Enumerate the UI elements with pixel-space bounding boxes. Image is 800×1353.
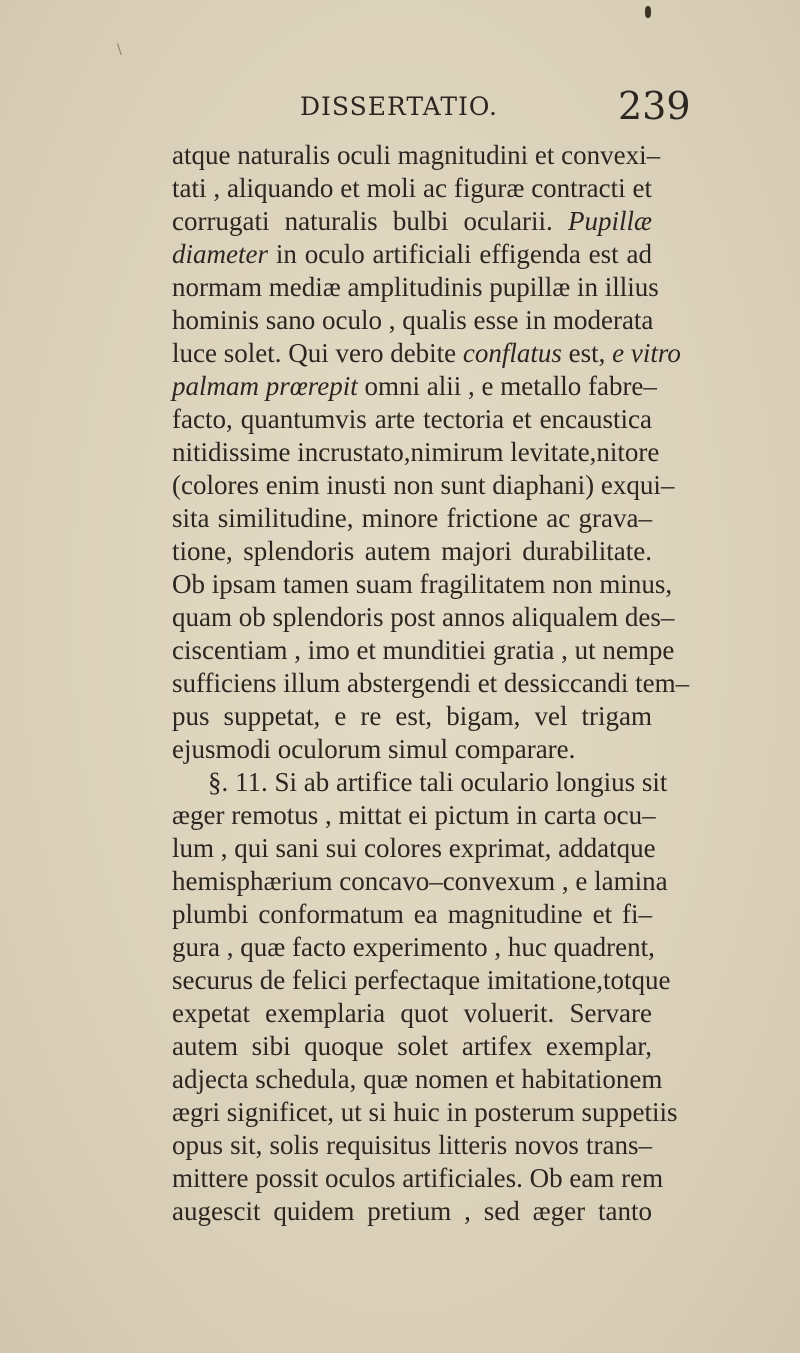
text-run: augescit quidem pretium , sed æger tanto	[172, 1196, 652, 1226]
italic-phrase: palmam prœrepit	[172, 371, 358, 401]
text-run: in oculo artificiali effigenda est ad	[267, 239, 652, 269]
text-run: omni alii , e metallo fabre–	[357, 371, 657, 401]
text-run: sufficiens illum abstergendi et dessiccandi tem–	[172, 668, 690, 698]
text-run: est,	[561, 338, 613, 368]
text-line	[172, 1063, 663, 1096]
text-line	[172, 1096, 678, 1129]
text-run: mittere possit oculos artificiales. Ob eam rem	[172, 1163, 664, 1193]
text-run: expetat exemplaria quot voluerit. Servare	[172, 998, 652, 1028]
text-run: corrugati naturalis bulbi ocularii.	[172, 206, 568, 236]
text-line	[172, 139, 661, 172]
italic-phrase: Pupillæ	[567, 206, 652, 236]
text-run: ægri significet, ut si huic in posterum suppetiis	[172, 1097, 678, 1127]
text-line	[172, 535, 652, 568]
text-line	[208, 766, 668, 799]
text-run: tati , aliquando et moli ac figuræ contracti et	[172, 173, 652, 203]
text-line	[172, 568, 673, 601]
text-line	[172, 370, 657, 403]
text-line	[172, 832, 656, 865]
text-line	[172, 931, 655, 964]
text-run: adjecta schedula, quæ nomen et habitationem	[172, 1064, 663, 1094]
text-line	[172, 304, 652, 337]
margin-mark: \	[117, 42, 122, 58]
italic-phrase: diameter	[172, 239, 268, 269]
text-run: æger remotus , mittat ei pictum in carta ocu–	[172, 800, 656, 830]
text-run: sita similitudine, minore frictione ac grava–	[172, 503, 652, 533]
text-run: hemisphærium concavo–convexum , e lamina	[172, 866, 668, 896]
text-run: tione, splendoris autem majori durabilitate.	[172, 536, 652, 566]
text-line	[172, 172, 652, 205]
page-number: 239	[618, 84, 691, 128]
text-run: atque naturalis oculi magnitudini et convexi–	[172, 140, 661, 170]
text-line	[172, 1030, 652, 1063]
text-run: securus de felici perfectaque imitatione,totque	[172, 965, 671, 995]
text-run: luce solet. Qui vero debite	[172, 338, 463, 368]
text-line	[172, 1195, 652, 1228]
text-run: quam ob splendoris post annos aliqualem des–	[172, 602, 675, 632]
text-line	[172, 238, 652, 271]
text-run: plumbi conformatum ea magnitudine et fi–	[172, 899, 652, 929]
text-run: normam mediæ amplitudinis pupillæ in illius	[172, 272, 659, 302]
text-line	[172, 1162, 664, 1195]
text-line	[172, 634, 675, 667]
running-head: DISSERTATIO.	[300, 92, 498, 121]
text-line	[172, 733, 652, 766]
text-run: facto, quantumvis arte tectoria et encaustica	[172, 404, 652, 434]
text-line	[172, 502, 652, 535]
text-run: hominis sano oculo , qualis esse in moderata	[172, 305, 654, 335]
text-run: nitidissime incrustato,nimirum levitate,nitore	[172, 437, 660, 467]
text-line	[172, 865, 668, 898]
text-run: gura , quæ facto experimento , huc quadrent,	[172, 932, 655, 962]
text-line	[172, 436, 660, 469]
text-line	[172, 799, 656, 832]
text-run: ciscentiam , imo et munditiei gratia , ut nempe	[172, 635, 675, 665]
text-line	[172, 997, 652, 1030]
text-line	[172, 700, 652, 733]
text-line	[172, 271, 659, 304]
text-run: Ob ipsam tamen suam fragilitatem non minus,	[172, 569, 673, 599]
text-line	[172, 898, 652, 931]
ink-blot	[645, 6, 651, 18]
text-run: §. 11. Si ab artifice tali oculario longius sit	[208, 767, 668, 797]
italic-phrase: e vitro	[612, 338, 681, 368]
italic-phrase: conflatus	[462, 338, 562, 368]
text-run: lum , qui sani sui colores exprimat, addatque	[172, 833, 656, 863]
text-line	[172, 403, 652, 436]
text-run: opus sit, solis requisitus litteris novos trans–	[172, 1130, 652, 1160]
text-line	[172, 667, 690, 700]
text-run: pus suppetat, e re est, bigam, vel trigam	[172, 701, 652, 731]
text-line	[172, 469, 675, 502]
text-line	[172, 1129, 652, 1162]
text-run: ejusmodi oculorum simul comparare.	[172, 734, 576, 764]
text-line	[172, 964, 671, 997]
text-line	[172, 205, 652, 238]
text-run: autem sibi quoque solet artifex exemplar,	[172, 1031, 652, 1061]
text-line	[172, 337, 681, 370]
text-run: (colores enim inusti non sunt diaphani) exqui–	[172, 470, 675, 500]
text-line	[172, 601, 675, 634]
